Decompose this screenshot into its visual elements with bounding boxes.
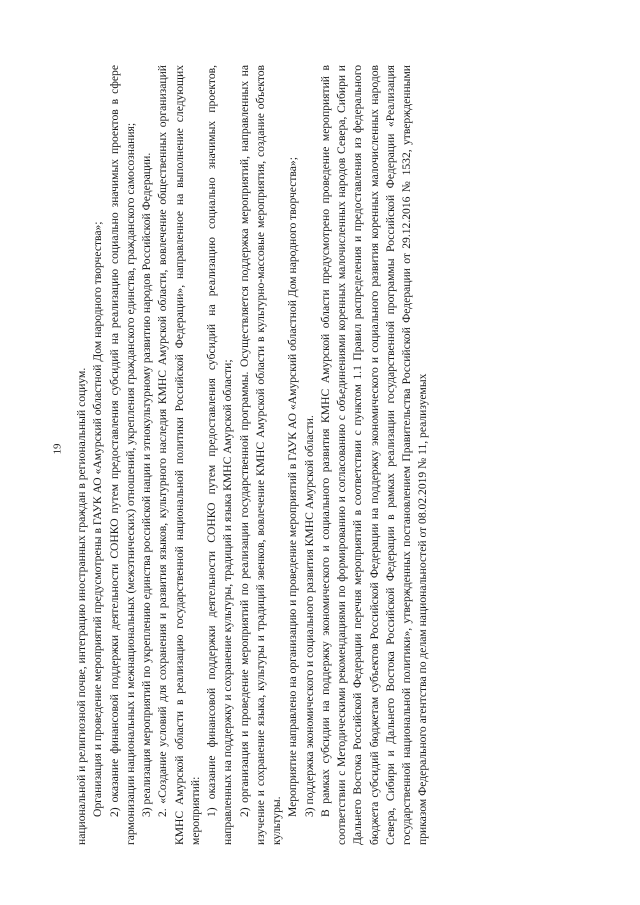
paragraph-7: 2) организация и проведение мероприятий по реализации государственной программы. Осуществляется поддержка мероприятий, направленных на изучение и сохранение языка, культуры и традиций эвенков, вовлечение КМНС Амурской области в культурно-массовые мероприятия, создание объектов культуры. — [237, 65, 283, 845]
paragraph-8: Мероприятие направлено на организацию и проведение мероприятий в ГАУК АО «Амурский областной Дом народного творчества»; — [286, 157, 300, 817]
paragraph-9: 3) поддержка экономического и социального развития КМНС Амурской области. — [302, 415, 316, 817]
paragraph-2: Организация и проведение мероприятий предусмотрены в ГАУК АО «Амурский областной Дом народного творчества»; — [91, 221, 105, 817]
paragraph-4: 3) реализация мероприятий по укреплению единства российской нации и этнокультурному развитию народов Российской Федерации. — [140, 152, 153, 817]
page-number: 19 — [51, 443, 64, 455]
paragraph-3: 2) оказание финансовой поддержки деятельности СОНКО путем предоставления субсидий на реализацию социально значимых проектов в сфере гармонизации национальных и межнациональных (межэтнических) отношений, укрепления гражданского единства, гражданского самосознания; — [107, 65, 137, 845]
paragraph-6: 1) оказание финансовой поддержки деятельности СОНКО путем предоставления субсидий на реализацию социально значимых проектов, направленных на поддержку и сохранение культуры, традиций и языка КМНС Амурской области; — [205, 65, 235, 845]
document-body — [74, 65, 594, 845]
paragraph-1: национальной и религиозной почве, интеграцию иностранных граждан в региональный социум. — [75, 367, 88, 845]
paragraph-5: 2. «Создание условий для сохранения и развития языков, культурного наследия КМНС Амурской области, вовлечение общественных организаций КМНС Амурской области в реализацию государственной национальной политики Российской Федерации», направленное на выполнение следующих мероприятий: — [156, 65, 202, 845]
paragraph-10: В рамках субсидии на поддержку экономического и социального развития КМНС Амурской области предусмотрено проведение мероприятий в соответствии с Методическими рекомендациями по формированию и согласованию с объединениями коренных малочисленных народов Севера, Сибири и Дальнего Востока Российской Федерации перечня мероприятий в соответствии с пунктом 1.1 Правил распределения и предоставления из федерального бюджета субсидий бюджетам субъектов Российской Федерации на поддержку экономического и социального развития коренных малочисленных народов Севера, Сибири и Дальнего Востока Российской Федерации в рамках реализации государственной программы Российской Федерации «Реализация государственной национальной политики», утвержденных постановлением Правительства Российской Федерации от 29.12.2016 № 1532, утвержденными приказом Федерального агентства по делам национальностей от 08.02.2019 № 11, реализуемых — [318, 65, 430, 845]
